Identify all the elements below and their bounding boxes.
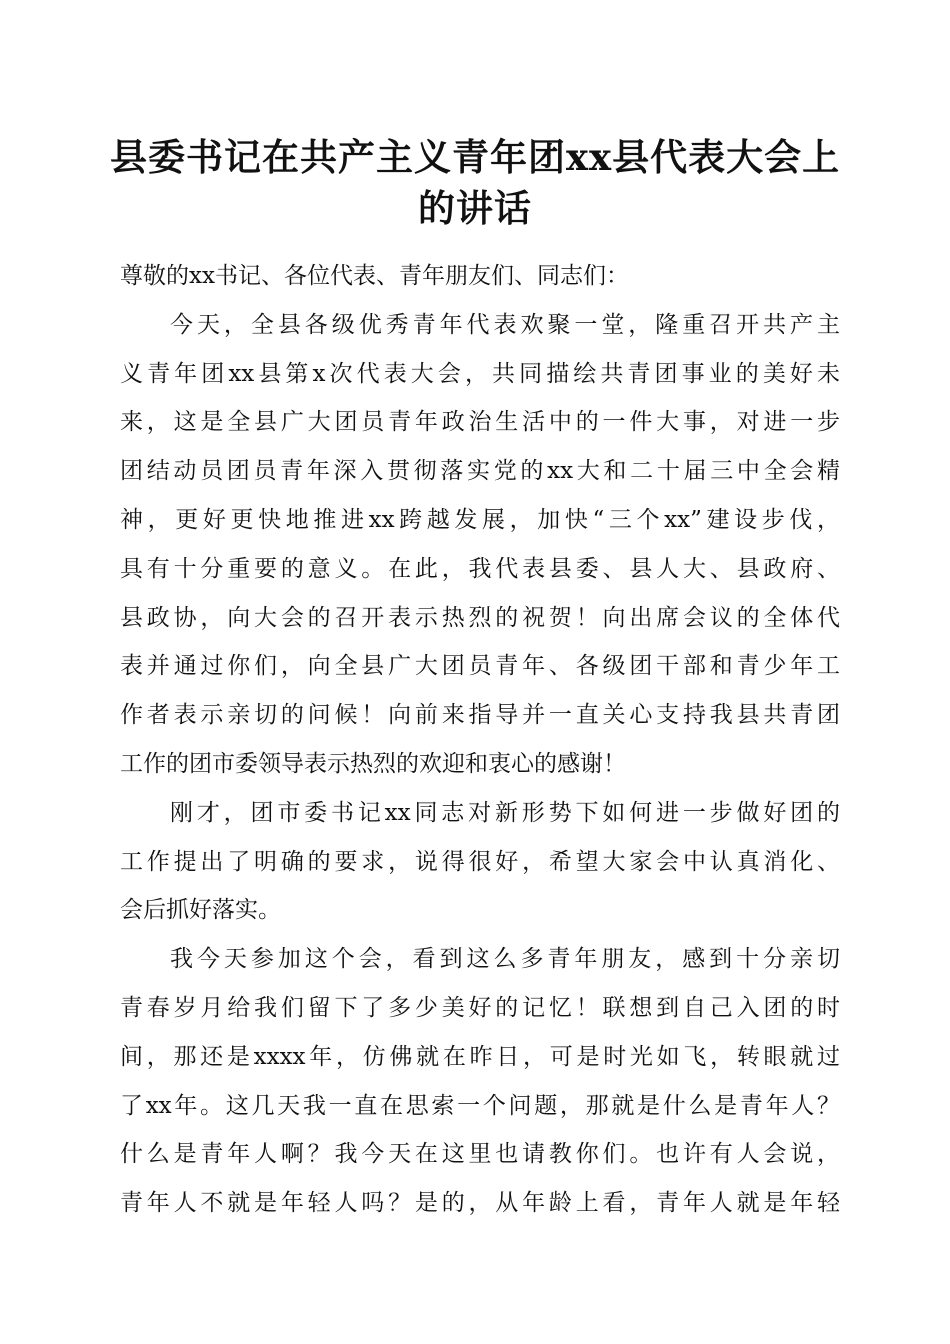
paragraph-line: 县政协，向大会的召开表示热烈的祝贺！向出席会议的全体代	[120, 604, 840, 631]
salutation-line: 尊敬的xx书记、各位代表、青年朋友们、同志们：	[120, 263, 629, 289]
paragraph-line: 青年人不就是年轻人吗？是的，从年龄上看，青年人就是年轻	[120, 1190, 840, 1217]
paragraph-line: 具有十分重要的意义。在此，我代表县委、县人大、县政府、	[120, 555, 840, 582]
paragraph-line: 表并通过你们，向全县广大团员青年、各级团干部和青少年工	[120, 653, 840, 680]
paragraph-line: 义青年团xx县第x次代表大会，共同描绘共青团事业的美好未	[120, 360, 840, 387]
paragraph-line: 工作的团市委领导表示热烈的欢迎和衷心的感谢！	[120, 750, 626, 777]
paragraph-line: 团结动员团员青年深入贯彻落实党的xx大和二十届三中全会精	[120, 458, 840, 485]
paragraph-line: 青春岁月给我们留下了多少美好的记忆！联想到自己入团的时	[120, 994, 840, 1021]
title-line-1: 县委书记在共产主义青年团xx县代表大会上	[110, 135, 841, 179]
document-title	[110, 132, 840, 234]
paragraph-line: 什么是青年人啊？我今天在这里也请教你们。也许有人会说，	[120, 1141, 840, 1168]
paragraph-line: 工作提出了明确的要求，说得很好，希望大家会中认真消化、	[120, 848, 840, 875]
paragraph-line: 神，更好更快地推进xx跨越发展，加快“三个xx”建设步伐，	[120, 506, 840, 533]
paragraph-line: 我今天参加这个会，看到这么多青年朋友，感到十分亲切	[170, 946, 840, 973]
paragraph-line: 今天，全县各级优秀青年代表欢聚一堂，隆重召开共产主	[170, 311, 840, 338]
paragraph-line: 了xx年。这几天我一直在思索一个问题，那就是什么是青年人？	[120, 1092, 840, 1119]
paragraph-line: 作者表示亲切的问候！向前来指导并一直关心支持我县共青团	[120, 702, 840, 729]
paragraph-line: 间，那还是xxxx年，仿佛就在昨日，可是时光如飞，转眼就过	[120, 1043, 840, 1070]
paragraph-line: 刚才，团市委书记xx同志对新形势下如何进一步做好团的	[170, 799, 840, 826]
paragraph-line: 会后抓好落实。	[120, 897, 281, 924]
title-line-2: 的讲话	[418, 186, 532, 230]
document-body	[120, 252, 840, 1228]
paragraph-line: 来，这是全县广大团员青年政治生活中的一件大事，对进一步	[120, 409, 840, 436]
